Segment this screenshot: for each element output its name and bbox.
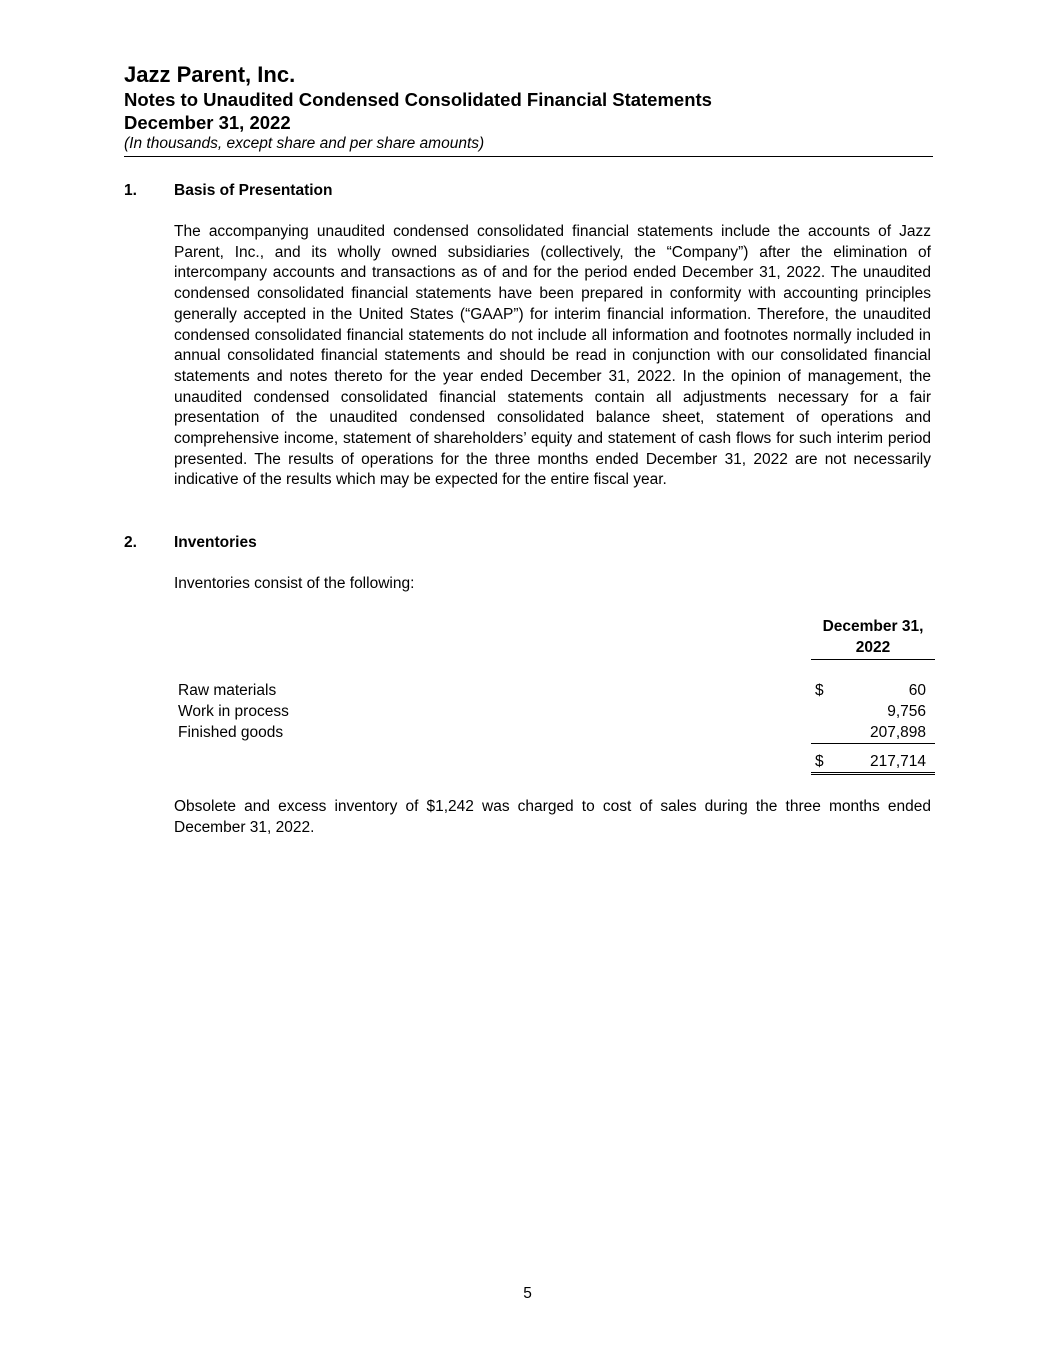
table-row-value: 60 (908, 682, 926, 699)
table-row-label: Finished goods (178, 724, 284, 741)
section-1-title: Basis of Presentation (174, 182, 333, 199)
table-row-label: Work in process (178, 703, 289, 720)
inventories-intro: Inventories consist of the following: (174, 575, 415, 592)
column-header-line1: December 31, (822, 618, 924, 635)
page-header (124, 62, 933, 157)
units-note: (In thousands, except share and per share amounts) (124, 135, 485, 152)
total-currency: $ (815, 753, 824, 770)
document-date: December 31, 2022 (124, 112, 291, 133)
section-2-number: 2. (124, 534, 137, 551)
section-1-heading (124, 181, 333, 201)
basis-of-presentation-paragraph: The accompanying unaudited condensed consolidated financial statements include the accounts of Jazz Parent, Inc., and its wholly owned subsidiaries (collectively, the “Company”) after the elimination of intercompany accounts and transactions as of and for the period ended December 31, 2022. The unaudited condensed consolidated financial statements have been prepared in conformity with accounting principles generally accepted in the United States (“GAAP”) for interim financial information. Therefore, the unaudited condensed consolidated financial statements do not include all information and footnotes normally included in annual consolidated financial statements and should be read in conjunction with our consolidated financial statements and notes thereto for the year ended December 31, 2022. In the opinion of management, the unaudited condensed consolidated financial statements contain all adjustments necessary for a fair presentation of the unaudited condensed consolidated balance sheet, statement of operations and comprehensive income, statement of shareholders’ equity and statement of cash flows for such interim period presented. The results of operations for the three months ended December 31, 2022 are not necessarily indicative of the results which may be expected for the entire fiscal year. (174, 223, 931, 489)
table-row-currency: $ (815, 682, 824, 699)
inventory-column-header (811, 616, 935, 660)
total-value: 217,714 (869, 753, 926, 770)
obsolete-inventory-note: Obsolete and excess inventory of $1,242 was charged to cost of sales during the three months ended December 31, 2022. (174, 798, 931, 836)
total-double-rule (811, 772, 935, 775)
table-row-value: 9,756 (887, 703, 926, 720)
section-2-title: Inventories (174, 534, 257, 551)
table-row-label: Raw materials (178, 682, 277, 699)
company-name: Jazz Parent, Inc. (124, 62, 296, 87)
section-2-heading (124, 533, 257, 553)
document-title: Notes to Unaudited Condensed Consolidated Financial Statements (124, 89, 712, 110)
section-1-number: 1. (124, 182, 137, 199)
subtotal-rule (811, 743, 935, 744)
column-header-line2: 2022 (855, 639, 891, 656)
table-row-value: 207,898 (869, 724, 926, 741)
page-number: 5 (523, 1285, 532, 1302)
